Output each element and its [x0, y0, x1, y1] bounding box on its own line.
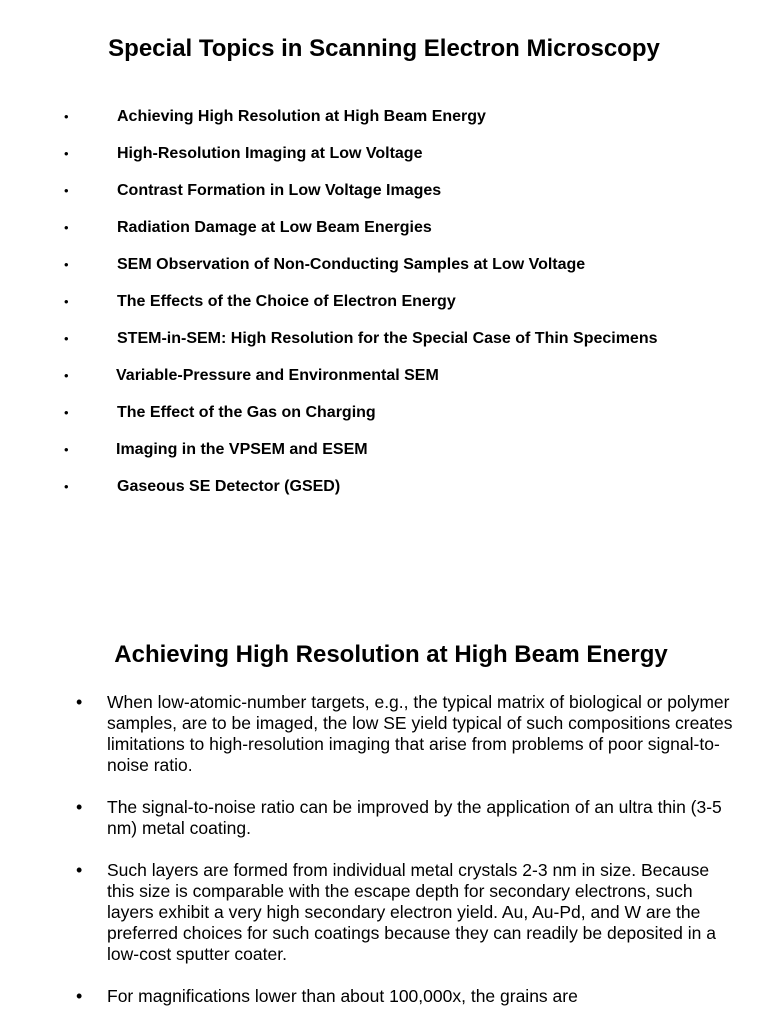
- paragraph-text: Such layers are formed from individual metal crystals 2-3 nm in size. Because this size is comparable with the escape depth for secondary electrons, such layers exhibit a very high secondary electron yield. Au, Au-Pd, and W are the preferred choices for such coatings because they can readily be deposited in a low-cost sputter coater.: [107, 860, 716, 964]
- paragraph-text: The signal-to-noise ratio can be improved by the application of an ultra thin (3-5 nm) metal coating.: [107, 797, 722, 838]
- topic-label: Gaseous SE Detector (GSED): [117, 478, 341, 495]
- topic-label: STEM-in-SEM: High Resolution for the Special Case of Thin Specimens: [117, 330, 658, 347]
- paragraph-text: For magnifications lower than about 100,000x, the grains are: [107, 986, 578, 1006]
- bullet-icon: •: [64, 331, 69, 346]
- topic-label: The Effects of the Choice of Electron Energy: [117, 293, 456, 310]
- list-item: [0, 692, 768, 776]
- paragraph-text: When low-atomic-number targets, e.g., the typical matrix of biological or polymer samples, are to be imaged, the low SE yield typical of such compositions creates limitations to high-resolution imaging that arise from problems of poor signal-to-noise ratio.: [107, 692, 733, 775]
- bullet-icon: •: [64, 183, 69, 198]
- list-item: [0, 215, 768, 252]
- topic-list: [0, 104, 768, 511]
- bullet-icon: •: [64, 109, 69, 124]
- list-item: [0, 363, 768, 400]
- bullet-icon: •: [64, 146, 69, 161]
- list-item: [0, 400, 768, 437]
- topic-label: Imaging in the VPSEM and ESEM: [116, 441, 368, 458]
- bullet-icon: •: [76, 797, 83, 817]
- list-item: [0, 797, 768, 839]
- list-item: [0, 474, 768, 511]
- section-title: Achieving High Resolution at High Beam Energy: [114, 641, 668, 668]
- paragraph-list: [0, 692, 768, 1024]
- topic-label: High-Resolution Imaging at Low Voltage: [117, 145, 423, 162]
- topic-label: SEM Observation of Non-Conducting Samples at Low Voltage: [117, 256, 586, 273]
- topic-label: Contrast Formation in Low Voltage Images: [117, 182, 442, 199]
- list-item: [0, 289, 768, 326]
- topic-label: Achieving High Resolution at High Beam Energy: [117, 108, 486, 125]
- bullet-icon: •: [76, 692, 83, 712]
- bullet-icon: •: [64, 257, 69, 272]
- topic-label: Radiation Damage at Low Beam Energies: [117, 219, 432, 236]
- bullet-icon: •: [64, 294, 69, 309]
- list-item: [0, 986, 768, 1007]
- topic-label: The Effect of the Gas on Charging: [117, 404, 376, 421]
- bullet-icon: •: [64, 405, 69, 420]
- bullet-icon: •: [64, 442, 69, 457]
- bullet-icon: •: [76, 986, 83, 1006]
- topic-label: Variable-Pressure and Environmental SEM: [116, 367, 439, 384]
- bullet-icon: •: [76, 860, 83, 880]
- page-title: Special Topics in Scanning Electron Microscopy: [108, 35, 660, 62]
- list-item: [0, 104, 768, 141]
- bullet-icon: •: [64, 479, 69, 494]
- list-item: [0, 252, 768, 289]
- bullet-icon: •: [64, 220, 69, 235]
- list-item: [0, 437, 768, 474]
- bullet-icon: •: [64, 368, 69, 383]
- list-item: [0, 178, 768, 215]
- list-item: [0, 326, 768, 363]
- list-item: [0, 141, 768, 178]
- list-item: [0, 860, 768, 965]
